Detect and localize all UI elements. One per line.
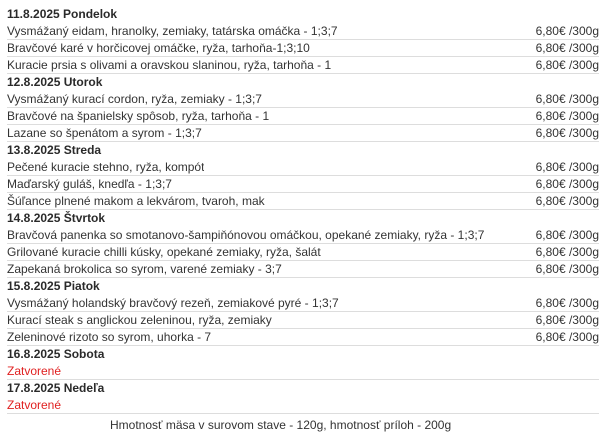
menu-item <box>7 261 599 278</box>
day-header: 15.8.2025 Piatok <box>7 279 100 293</box>
dish-price: 6,80€ /300g <box>535 177 599 191</box>
dish-price: 6,80€ /300g <box>535 245 599 259</box>
menu-item <box>7 125 599 142</box>
menu-item <box>7 329 599 346</box>
dish-price: 6,80€ /300g <box>535 109 599 123</box>
dish-name: Vysmážaný kurací cordon, ryža, zemiaky - 1;3;7 <box>7 92 262 106</box>
dish-price: 6,80€ /300g <box>535 41 599 55</box>
dish-name: Zapekaná brokolica so syrom, varené zemiaky - 3;7 <box>7 262 282 276</box>
dish-price: 6,80€ /300g <box>535 92 599 106</box>
menu-item <box>7 227 599 244</box>
dish-name: Bravčová panenka so smotanovo-šampiňónovou omáčkou, opekané zemiaky, ryža - 1;3;7 <box>7 228 485 242</box>
menu-item <box>7 176 599 193</box>
menu-item <box>7 91 599 108</box>
dish-name: Bravčové na španielsky spôsob, ryža, tarhoňa - 1 <box>7 109 270 123</box>
dish-name: Zeleninové rizoto so syrom, uhorka - 7 <box>7 330 212 344</box>
dish-name: Pečené kuracie stehno, ryža, kompót <box>7 160 205 174</box>
day-friday <box>7 278 599 346</box>
menu-item <box>7 312 599 329</box>
day-thursday <box>7 210 599 278</box>
dish-price: 6,80€ /300g <box>535 228 599 242</box>
dish-price: 6,80€ /300g <box>535 296 599 310</box>
weekly-menu <box>7 6 599 414</box>
dish-name: Šúľance plnené makom a lekvárom, tvaroh, mak <box>7 194 265 208</box>
day-wednesday <box>7 142 599 210</box>
closed-label: Zatvorené <box>7 397 599 414</box>
weight-footnote: Hmotnosť mäsa v surovom stave - 120g, hmotnosť príloh - 200g <box>110 418 452 432</box>
day-header: 17.8.2025 Nedeľa <box>7 381 105 395</box>
dish-price: 6,80€ /300g <box>535 58 599 72</box>
dish-name: Bravčové karé v horčicovej omáčke, ryža, tarhoňa-1;3;10 <box>7 41 310 55</box>
dish-name: Kuracie prsia s olivami a oravskou slaninou, ryža, tarhoňa - 1 <box>7 58 332 72</box>
day-header: 12.8.2025 Utorok <box>7 75 103 89</box>
dish-name: Vysmážaný eidam, hranolky, zemiaky, tatárska omáčka - 1;3;7 <box>7 24 338 38</box>
menu-item <box>7 159 599 176</box>
menu-item <box>7 57 599 74</box>
menu-item <box>7 23 599 40</box>
day-header: 11.8.2025 Pondelok <box>7 7 118 21</box>
dish-price: 6,80€ /300g <box>535 194 599 208</box>
dish-name: Kurací steak s anglickou zeleninou, ryža, zemiaky <box>7 313 272 327</box>
menu-item <box>7 244 599 261</box>
day-header: 14.8.2025 Štvrtok <box>7 211 106 225</box>
menu-item <box>7 108 599 125</box>
day-tuesday <box>7 74 599 142</box>
dish-name: Grilované kuracie chilli kúsky, opekané zemiaky, ryža, šalát <box>7 245 321 259</box>
dish-price: 6,80€ /300g <box>535 262 599 276</box>
day-monday <box>7 6 599 74</box>
menu-item <box>7 295 599 312</box>
day-sunday <box>7 380 599 414</box>
dish-price: 6,80€ /300g <box>535 313 599 327</box>
closed-label: Zatvorené <box>7 363 599 380</box>
menu-item <box>7 40 599 57</box>
day-saturday <box>7 346 599 380</box>
dish-name: Vysmážaný holandský bravčový rezeň, zemiakové pyré - 1;3;7 <box>7 296 339 310</box>
dish-price: 6,80€ /300g <box>535 160 599 174</box>
dish-price: 6,80€ /300g <box>535 24 599 38</box>
menu-item <box>7 193 599 210</box>
day-header: 13.8.2025 Streda <box>7 143 102 157</box>
day-header: 16.8.2025 Sobota <box>7 347 105 361</box>
dish-price: 6,80€ /300g <box>535 126 599 140</box>
dish-price: 6,80€ /300g <box>535 330 599 344</box>
dish-name: Maďarský guláš, knedľa - 1;3;7 <box>7 177 172 191</box>
dish-name: Lazane so špenátom a syrom - 1;3;7 <box>7 126 202 140</box>
